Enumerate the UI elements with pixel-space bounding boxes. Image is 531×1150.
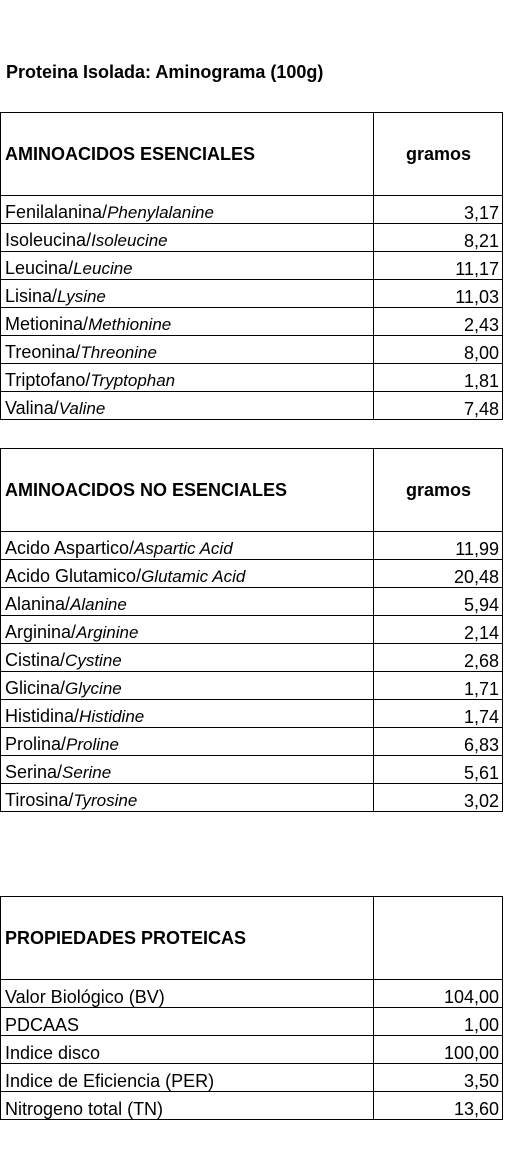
name-es: Triptofano <box>5 370 86 390</box>
table-row <box>1 308 503 336</box>
non-essential-unit-header: gramos <box>374 449 503 532</box>
name-sep: / <box>136 566 142 586</box>
amino-acid-value: 8,21 <box>374 224 503 252</box>
non-essential-header: AMINOACIDOS NO ESENCIALES <box>1 449 374 532</box>
essential-unit-header: gramos <box>374 113 503 196</box>
name-en: Tyrosine <box>73 791 138 810</box>
name-es: Isoleucina <box>5 230 87 250</box>
amino-acid-value: 1,74 <box>374 700 503 728</box>
amino-acid-value: 11,17 <box>374 252 503 280</box>
properties-unit-header <box>374 897 503 980</box>
name-es: Lisina <box>5 286 53 306</box>
property-name: Nitrogeno total (TN) <box>1 1092 374 1120</box>
name-en: Phenylalanine <box>107 203 214 222</box>
name-es: Acido Glutamico <box>5 566 137 586</box>
amino-acid-name <box>1 560 374 588</box>
amino-acid-value: 20,48 <box>374 560 503 588</box>
table-row <box>1 336 503 364</box>
amino-acid-name <box>1 336 374 364</box>
name-es: Treonina <box>5 342 76 362</box>
amino-acid-name <box>1 588 374 616</box>
amino-acid-value: 1,71 <box>374 672 503 700</box>
page-title: Proteina Isolada: Aminograma (100g) <box>6 62 324 82</box>
property-name: Valor Biológico (BV) <box>1 980 374 1008</box>
table-row <box>1 644 503 672</box>
name-en: Lysine <box>57 287 106 306</box>
name-es: Prolina <box>5 734 62 754</box>
property-value: 104,00 <box>374 980 503 1008</box>
name-es: Acido Aspartico <box>5 538 130 558</box>
amino-acid-name <box>1 616 374 644</box>
name-en: Tryptophan <box>90 371 176 390</box>
amino-acid-name <box>1 672 374 700</box>
essential-amino-acids-table <box>0 112 503 420</box>
amino-acid-value: 2,43 <box>374 308 503 336</box>
name-sep: / <box>68 258 74 278</box>
amino-acid-value: 11,99 <box>374 532 503 560</box>
property-value: 100,00 <box>374 1036 503 1064</box>
amino-acid-value: 3,02 <box>374 784 503 812</box>
amino-acid-value: 5,94 <box>374 588 503 616</box>
name-sep: / <box>102 202 108 222</box>
name-sep: / <box>61 734 67 754</box>
amino-acid-value: 8,00 <box>374 336 503 364</box>
table-row <box>1 560 503 588</box>
property-name: Indice de Eficiencia (PER) <box>1 1064 374 1092</box>
name-en: Alanine <box>70 595 127 614</box>
table-row <box>1 280 503 308</box>
name-en: Cystine <box>65 651 122 670</box>
table-row <box>1 728 503 756</box>
name-sep: / <box>75 342 81 362</box>
name-es: Cistina <box>5 650 61 670</box>
name-en: Proline <box>66 735 119 754</box>
name-sep: / <box>57 762 63 782</box>
non-essential-amino-acids-table <box>0 448 503 812</box>
amino-acid-name <box>1 252 374 280</box>
table-row <box>1 1008 503 1036</box>
amino-acid-name <box>1 728 374 756</box>
name-en: Threonine <box>80 343 157 362</box>
name-es: Metionina <box>5 314 84 334</box>
table-row <box>1 588 503 616</box>
table-row <box>1 392 503 420</box>
amino-acid-value: 7,48 <box>374 392 503 420</box>
table-row <box>1 980 503 1008</box>
name-sep: / <box>86 230 92 250</box>
amino-acid-name <box>1 308 374 336</box>
amino-acid-name <box>1 700 374 728</box>
table-header-row <box>1 897 503 980</box>
amino-acid-name <box>1 364 374 392</box>
name-es: Leucina <box>5 258 69 278</box>
name-es: Fenilalanina <box>5 202 103 222</box>
amino-acid-value: 5,61 <box>374 756 503 784</box>
name-en: Histidine <box>79 707 145 726</box>
amino-acid-name <box>1 756 374 784</box>
table-row <box>1 672 503 700</box>
name-sep: / <box>52 286 58 306</box>
name-es: Serina <box>5 762 58 782</box>
name-sep: / <box>83 314 89 334</box>
name-es: Tirosina <box>5 790 69 810</box>
table-row <box>1 1092 503 1120</box>
amino-acid-value: 2,68 <box>374 644 503 672</box>
name-sep: / <box>129 538 135 558</box>
name-en: Serine <box>62 763 112 782</box>
name-sep: / <box>65 594 71 614</box>
name-es: Histidina <box>5 706 75 726</box>
property-value: 1,00 <box>374 1008 503 1036</box>
property-value: 13,60 <box>374 1092 503 1120</box>
table-row <box>1 1064 503 1092</box>
table-row <box>1 756 503 784</box>
amino-acid-name <box>1 784 374 812</box>
name-sep: / <box>74 706 80 726</box>
name-en: Isoleucine <box>91 231 168 250</box>
name-sep: / <box>85 370 91 390</box>
table-row <box>1 616 503 644</box>
essential-header: AMINOACIDOS ESENCIALES <box>1 113 374 196</box>
name-sep: / <box>53 398 59 418</box>
name-sep: / <box>71 622 77 642</box>
table-row <box>1 1036 503 1064</box>
table-row <box>1 700 503 728</box>
amino-acid-name <box>1 392 374 420</box>
property-name: Indice disco <box>1 1036 374 1064</box>
amino-acid-value: 2,14 <box>374 616 503 644</box>
amino-acid-name <box>1 532 374 560</box>
property-name: PDCAAS <box>1 1008 374 1036</box>
table-header-row <box>1 113 503 196</box>
table-row <box>1 224 503 252</box>
table-row <box>1 196 503 224</box>
name-es: Arginina <box>5 622 72 642</box>
amino-acid-name <box>1 644 374 672</box>
name-sep: / <box>68 790 74 810</box>
name-es: Alanina <box>5 594 66 614</box>
amino-acid-name <box>1 280 374 308</box>
protein-properties-table <box>0 896 503 1120</box>
amino-acid-value: 11,03 <box>374 280 503 308</box>
name-en: Methionine <box>88 315 172 334</box>
name-en: Aspartic Acid <box>134 539 233 558</box>
name-sep: / <box>60 678 66 698</box>
amino-acid-name <box>1 196 374 224</box>
table-header-row <box>1 449 503 532</box>
table-row <box>1 252 503 280</box>
name-sep: / <box>60 650 66 670</box>
table-row <box>1 532 503 560</box>
amino-acid-value: 6,83 <box>374 728 503 756</box>
name-en: Arginine <box>76 623 139 642</box>
table-row <box>1 364 503 392</box>
name-en: Glutamic Acid <box>141 567 246 586</box>
name-en: Glycine <box>65 679 122 698</box>
property-value: 3,50 <box>374 1064 503 1092</box>
table-row <box>1 784 503 812</box>
name-en: Valine <box>58 399 106 418</box>
amino-acid-name <box>1 224 374 252</box>
amino-acid-value: 3,17 <box>374 196 503 224</box>
name-en: Leucine <box>73 259 133 278</box>
name-es: Glicina <box>5 678 61 698</box>
properties-header: PROPIEDADES PROTEICAS <box>1 897 374 980</box>
name-es: Valina <box>5 398 54 418</box>
amino-acid-value: 1,81 <box>374 364 503 392</box>
